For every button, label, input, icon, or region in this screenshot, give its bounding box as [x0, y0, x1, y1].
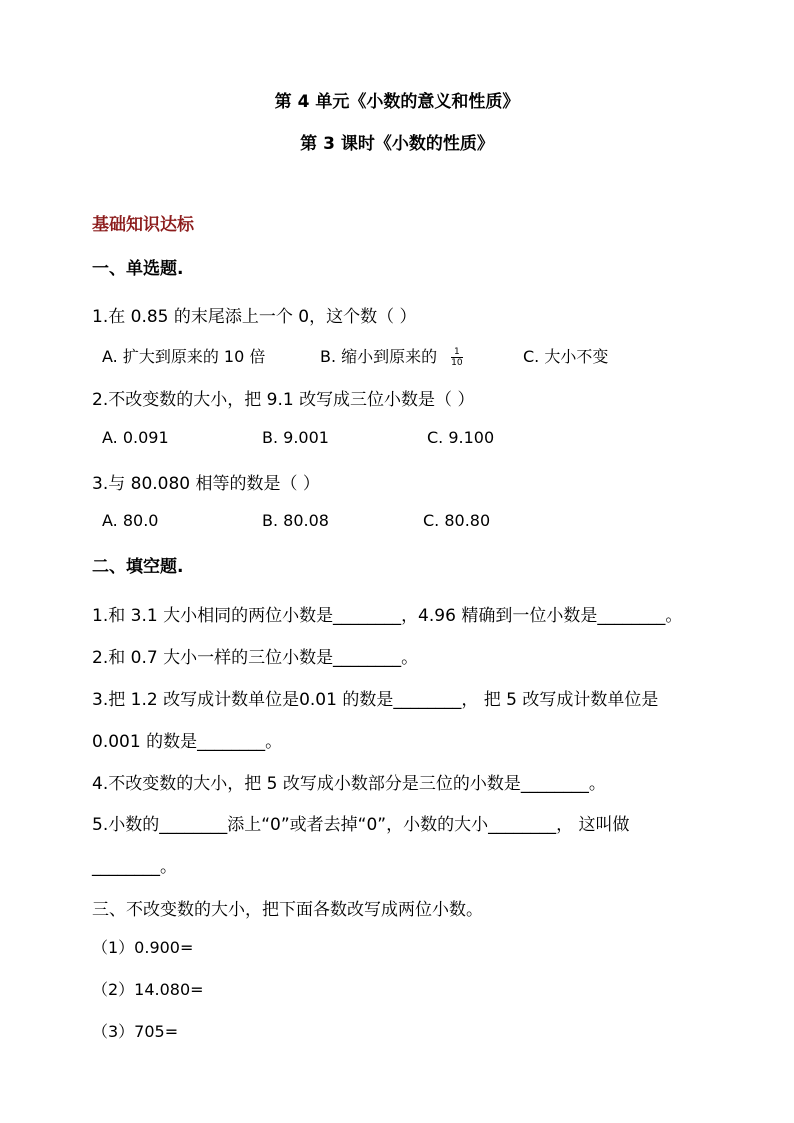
rewrite-item-1: （1）0.900= — [92, 938, 194, 957]
q2-option-b: B. 9.001 — [262, 428, 329, 447]
q1-option-b-label: B. 缩小到原来的 — [320, 347, 438, 366]
q2-option-c: C. 9.100 — [427, 428, 495, 447]
rewrite-item-3: （3）705= — [92, 1022, 179, 1041]
q3-option-a: A. 80.0 — [102, 511, 159, 530]
fill-line-2: 2.和 0.7 大小一样的三位小数是________。 — [92, 648, 419, 668]
fill-line-5-cont: ________。 — [92, 857, 177, 877]
fill-line-3: 3.把 1.2 改写成计数单位是0.01 的数是________， 把 5 改写成计数单位是 — [92, 690, 659, 710]
q1-option-c: C. 大小不变 — [523, 347, 609, 366]
fraction-numerator: 1 — [451, 347, 462, 358]
fill-line-5: 5.小数的________添上“0”或者去掉“0”，小数的大小________， 这叫做 — [92, 815, 630, 835]
unit-title: 第 4 单元《小数的意义和性质》 — [274, 92, 520, 112]
q1-option-b — [320, 344, 463, 368]
section-label: 基础知识达标 — [92, 215, 194, 235]
fill-line-3-cont: 0.001 的数是________。 — [92, 732, 283, 752]
part1-heading: 一、单选题. — [92, 259, 184, 279]
fill-line-1: 1.和 3.1 大小相同的两位小数是________，4.96 精确到一位小数是________。 — [92, 606, 683, 626]
q3-option-c: C. 80.80 — [423, 511, 491, 530]
part3-heading: 三、不改变数的大小，把下面各数改写成两位小数。 — [92, 900, 483, 920]
question-2: 2.不改变数的大小，把 9.1 改写成三位小数是（ ） — [92, 390, 475, 410]
question-1: 1.在 0.85 的末尾添上一个 0，这个数（ ） — [92, 307, 417, 327]
q3-option-b: B. 80.08 — [262, 511, 329, 530]
part2-heading: 二、填空题. — [92, 557, 184, 577]
fraction — [451, 347, 462, 368]
fill-line-4: 4.不改变数的大小，把 5 改写成小数部分是三位的小数是________。 — [92, 774, 606, 794]
q1-option-a: A. 扩大到原来的 10 倍 — [102, 347, 266, 366]
q2-option-a: A. 0.091 — [102, 428, 169, 447]
rewrite-item-2: （2）14.080= — [92, 980, 204, 999]
fraction-denominator: 10 — [451, 358, 463, 368]
question-3: 3.与 80.080 相等的数是（ ） — [92, 474, 320, 494]
lesson-title: 第 3 课时《小数的性质》 — [300, 134, 494, 154]
